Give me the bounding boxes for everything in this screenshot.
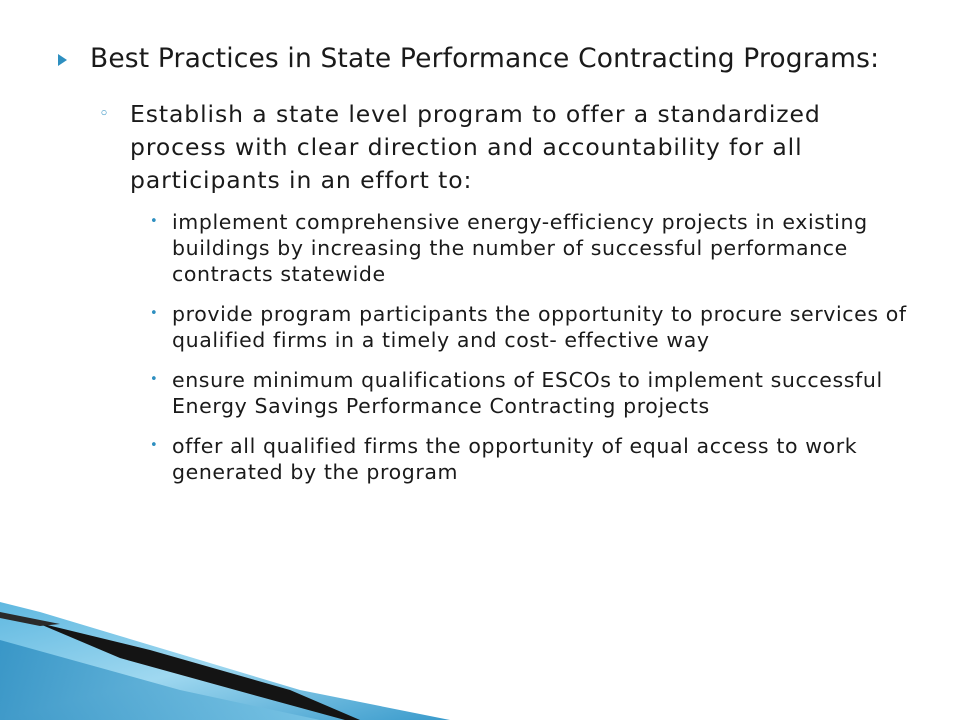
dot-bullet-icon: •: [150, 306, 159, 321]
dot-bullet-icon: •: [150, 214, 159, 229]
list-item: [150, 433, 918, 485]
list-item-text: ensure minimum qualifications of ESCOs to implement successful Energy Savings Performance Contracting projects: [172, 368, 883, 418]
ribbon-black-thin: [0, 612, 60, 626]
triangle-right-icon: [58, 54, 67, 66]
dot-bullet-icon: •: [150, 438, 159, 453]
list-item-text: offer all qualified firms the opportunity of equal access to work generated by the program: [172, 434, 858, 484]
list-item: [150, 209, 918, 287]
sub-point: [99, 98, 918, 197]
heading-text: Best Practices in State Performance Contracting Programs:: [90, 43, 880, 74]
ribbon-black-swoosh: [35, 622, 360, 720]
detail-list: [150, 209, 918, 485]
dot-bullet-icon: •: [150, 372, 159, 387]
list-item: [150, 301, 918, 353]
ring-bullet-icon: ◦: [99, 104, 110, 124]
ribbon-blue-inner: [0, 640, 320, 720]
list-item-text: provide program participants the opportunity to procure services of qualified firms in a timely and cost- effective way: [172, 302, 907, 352]
heading-bullet: [58, 42, 918, 76]
sub-point-text: Establish a state level program to offer a standardized process with clear direction and accountability for all participants in an effort to:: [130, 100, 821, 194]
slide-content: [58, 42, 918, 499]
list-item: [150, 367, 918, 419]
ribbon-blue-band: [0, 602, 450, 720]
list-item-text: implement comprehensive energy-efficiency projects in existing buildings by increasing the number of successful performance contracts statewide: [172, 210, 868, 286]
